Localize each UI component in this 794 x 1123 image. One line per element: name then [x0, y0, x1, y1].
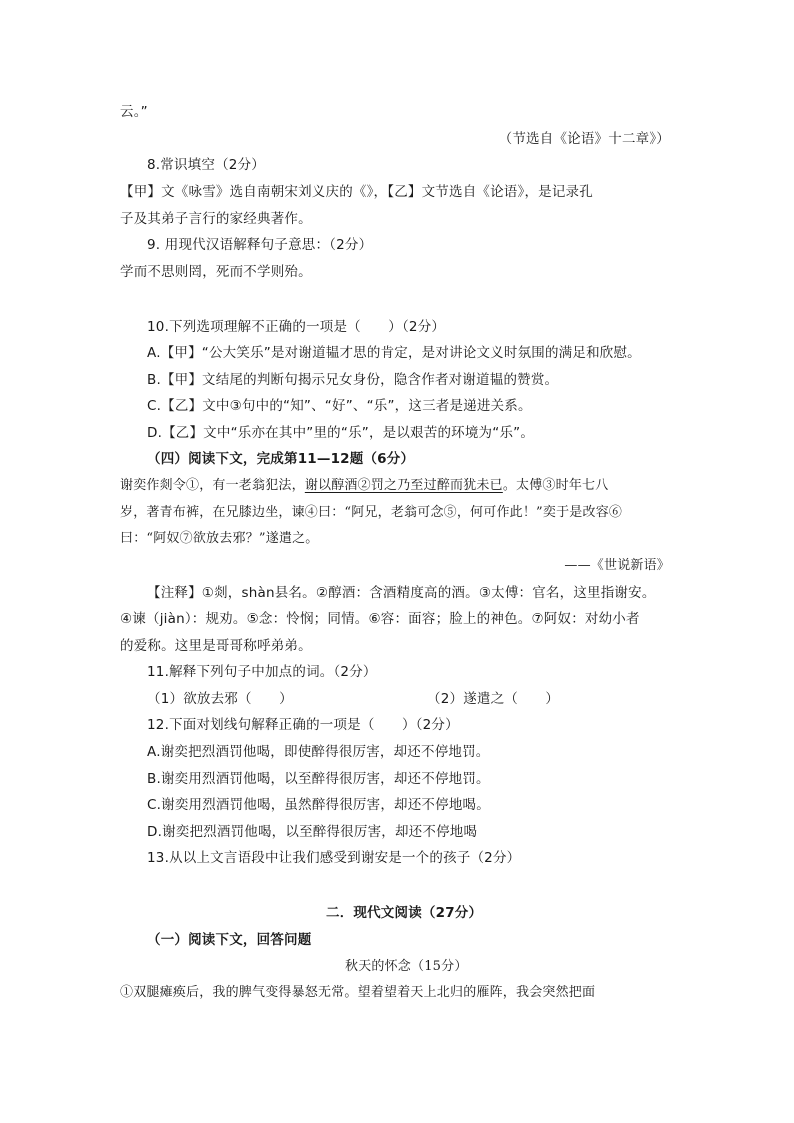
- question-11-item-1: （1）欲放去邪（ ）: [147, 691, 293, 707]
- section-heading: （四）阅读下文，完成第11—12题（6分）: [147, 451, 415, 467]
- notes: ④谏（jiàn）：规劝。⑤念：怜悯；同情。⑥容：面容；脸上的神色。⑦阿奴：对幼小者: [120, 611, 640, 627]
- option-b: B.【甲】文结尾的判断句揭示兄女身份，隐含作者对谢道韫的赞赏。: [147, 372, 559, 388]
- text-line: 【甲】文《咏雪》选自南朝宋刘义庆的《》，【乙】文节选自《论语》，是记录孔: [120, 184, 593, 200]
- source-note: （节选自《论语》十二章》）: [498, 131, 670, 147]
- passage-text: 谢奕作剡令①，有一老翁犯法，: [120, 478, 305, 493]
- passage-line: 曰：“阿奴⑦欲放去邪？”遂遣之。: [120, 531, 319, 546]
- text-line: 学而不思则罔，死而不学则殆。: [120, 264, 312, 280]
- question-11: 11.解释下列句子中加点的词。（2分）: [147, 664, 377, 680]
- article-title: 秋天的怀念（15分）: [345, 959, 468, 974]
- article-line: ①双腿瘫痪后，我的脾气变得暴怒无常。望着望着天上北归的雁阵，我会突然把面: [120, 985, 596, 1000]
- text-line: 子及其弟子言行的家经典著作。: [120, 211, 312, 227]
- option-d: D.【乙】文中“乐亦在其中”里的“乐”，是以艰苦的环境为“乐”。: [147, 425, 535, 441]
- underlined-sentence: 谢以醇酒②罚之乃至过醉而犹未已: [304, 478, 503, 493]
- passage-text: 。太傅③时年七八: [502, 478, 609, 493]
- notes: 的爱称。这里是哥哥称呼弟弟。: [120, 638, 312, 654]
- option-c: C.谢奕用烈酒罚他喝，虽然醉得很厉害，却还不停地喝。: [147, 797, 490, 813]
- question-10: 10.下列选项理解不正确的一项是（ ）（2分）: [147, 319, 446, 335]
- option-a: A.【甲】“公大笑乐”是对谢道韫才思的肯定，是对讲论文义时氛围的满足和欣慰。: [147, 345, 641, 361]
- notes: 【注释】①剡，shàn县名。②醇酒：含酒精度高的酒。③太傅：官名，这里指谢安。: [147, 585, 656, 601]
- passage-line: 岁，著青布裤，在兄膝边坐，谏④曰：“阿兄，老翁可念⑤，何可作此！”奕于是改容⑥: [120, 505, 623, 520]
- passage-line: [120, 477, 608, 495]
- option-a: A.谢奕把烈酒罚他喝，即使醉得很厉害，却还不停地罚。: [147, 744, 490, 760]
- option-b: B.谢奕用烈酒罚他喝，以至醉得很厉害，却还不停地罚。: [147, 771, 490, 787]
- passage-source: ——《世说新语》: [564, 558, 670, 573]
- option-c: C.【乙】文中③句中的“知”、“好”、“乐”，这三者是递进关系。: [147, 398, 532, 414]
- question-11-item-2: （2）遂遣之（ ）: [427, 691, 560, 707]
- question-12: 12.下面对划线句解释正确的一项是（ ）（2分）: [147, 717, 459, 733]
- question-8: 8.常识填空（2分）: [147, 157, 265, 173]
- question-9: 9. 用现代汉语解释句子意思：（2分）: [147, 237, 373, 253]
- option-d: D.谢奕把烈酒罚他喝，以至醉得很厉害，却还不停地喝: [147, 824, 478, 840]
- part-heading: 二．现代文阅读（27分）: [326, 905, 483, 921]
- question-13: 13.从以上文言语段中让我们感受到谢安是一个的孩子（2分）: [147, 850, 521, 866]
- section-heading: （一）阅读下文，回答问题: [147, 932, 312, 948]
- text-line: 云。”: [120, 104, 148, 120]
